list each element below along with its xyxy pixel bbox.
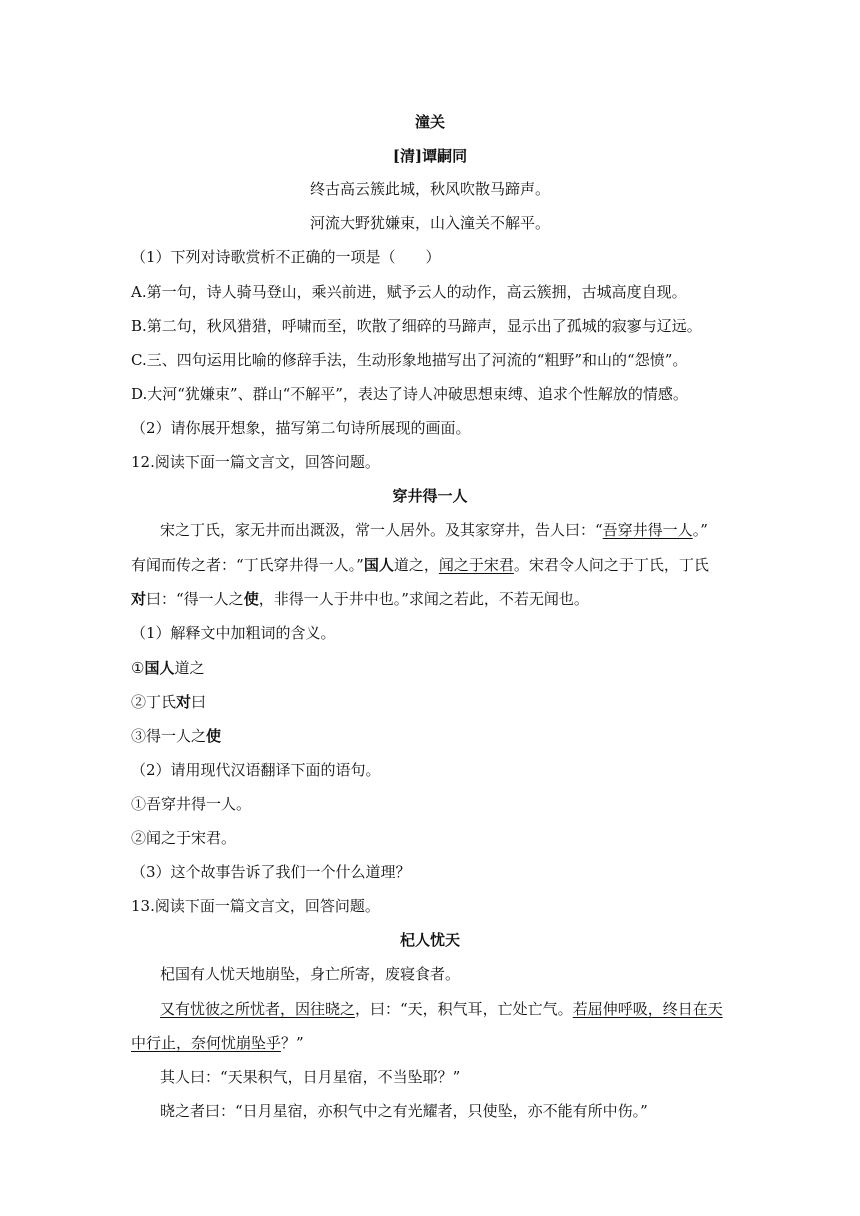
- underlined-sentence: 中行止，奈何忧崩坠乎: [131, 1034, 282, 1052]
- passage-13-line-3: [131, 1033, 304, 1053]
- bold-word: 国人: [363, 556, 394, 574]
- question-12-sub-1: （1）解释文中加粗词的含义。: [131, 624, 336, 642]
- option-d: D.大河“犹嫌束”、群山“不解平”，表达了诗人冲破思想束缚、追求个性解放的情感。: [131, 385, 688, 403]
- poem-question-2: （2）请你展开想象，描写第二句诗所展现的画面。: [131, 419, 471, 437]
- poem-author: [清]谭嗣同: [392, 147, 468, 165]
- sentence-item-2: ②闻之于宋君。: [131, 829, 237, 847]
- question-12-sub-3: （3）这个故事告诉了我们一个什么道理？: [131, 863, 411, 881]
- underlined-sentence: 闻之于宋君: [438, 556, 514, 574]
- word-item-3: [131, 726, 221, 746]
- word-item-2: [131, 692, 206, 712]
- text-segment: ③得一人之: [131, 727, 207, 745]
- question-12-sub-2: （2）请用现代汉语翻译下面的语句。: [131, 761, 381, 779]
- passage-13-line-5: 晓之者曰：“日月星宿，亦积气中之有光耀者，只使坠，亦不能有所中伤。”: [160, 1102, 648, 1120]
- option-a: A.第一句，诗人骑马登山，乘兴前进，赋予云人的动作，高云簇拥，古城高度自现。: [131, 283, 687, 301]
- bold-word: 对: [131, 590, 147, 608]
- passage-12-title: 穿井得一人: [392, 487, 468, 505]
- underlined-sentence: 若屈伸呼吸，终日在天: [572, 1000, 723, 1018]
- text-segment: ①: [131, 659, 145, 677]
- poem-title: 潼关: [414, 113, 445, 131]
- text-segment: 道之: [174, 659, 205, 677]
- bold-word: 使: [206, 727, 222, 745]
- text-segment: ？”: [281, 1034, 304, 1052]
- text-segment: 有闻而传之者：“丁氏穿井得一人。”: [131, 556, 364, 574]
- passage-13-line-1: 杞国有人忧天地崩坠，身亡所寄，废寝食者。: [160, 965, 461, 983]
- option-c: C.三、四句运用比喻的修辞手法，生动形象地描写出了河流的“粗野”和山的“怨愤”。: [131, 351, 688, 369]
- text-segment: 道之，: [393, 556, 439, 574]
- text-segment: 曰: [191, 693, 207, 711]
- bold-word: 对: [176, 693, 192, 711]
- text-segment: ，非得一人于井中也。”求闻之若此，不若无闻也。: [258, 590, 589, 608]
- bold-word: 使: [243, 590, 259, 608]
- passage-13-line-2: [160, 999, 723, 1019]
- passage-12-line-3: [131, 589, 589, 609]
- text-segment: 。”: [692, 521, 708, 539]
- poem-line-2: 河流大野犹嫌束，山入潼关不解平。: [309, 214, 550, 232]
- bold-word: 国人: [144, 659, 175, 677]
- poem-line-1: 终古高云簇此城，秋风吹散马蹄声。: [309, 180, 550, 198]
- text-segment: 宋之丁氏，家无井而出溉汲，常一人居外。及其家穿井，告人曰：“: [160, 521, 603, 539]
- word-item-1: [131, 658, 204, 678]
- text-segment: ②丁氏: [131, 693, 177, 711]
- passage-13-line-4: 其人曰：“天果积气，日月星宿，不当坠耶？”: [160, 1068, 461, 1086]
- text-segment: 曰：“得一人之: [146, 590, 244, 608]
- text-segment: ，曰：“天，积气耳，亡处亡气。: [355, 1000, 573, 1018]
- question-12-heading: 12.阅读下面一篇文言文，回答问题。: [131, 453, 380, 471]
- passage-13-title: 杞人忧天: [399, 931, 460, 949]
- sentence-item-1: ①吾穿井得一人。: [131, 795, 252, 813]
- option-b: B.第二句，秋风猎猎，呼啸而至，吹散了细碎的马蹄声，显示出了孤城的寂寥与辽远。: [131, 317, 702, 335]
- underlined-sentence: 又有忧彼之所忧者，因往晓之: [160, 1000, 356, 1018]
- poem-question-1: （1）下列对诗歌赏析不正确的一项是（ ）: [131, 248, 441, 266]
- text-segment: 。宋君令人问之于丁氏，丁氏: [513, 556, 709, 574]
- question-13-heading: 13.阅读下面一篇文言文，回答问题。: [131, 897, 380, 915]
- underlined-sentence: 吾穿井得一人: [602, 521, 693, 539]
- passage-12-line-1: [160, 520, 708, 540]
- passage-12-line-2: [131, 555, 709, 575]
